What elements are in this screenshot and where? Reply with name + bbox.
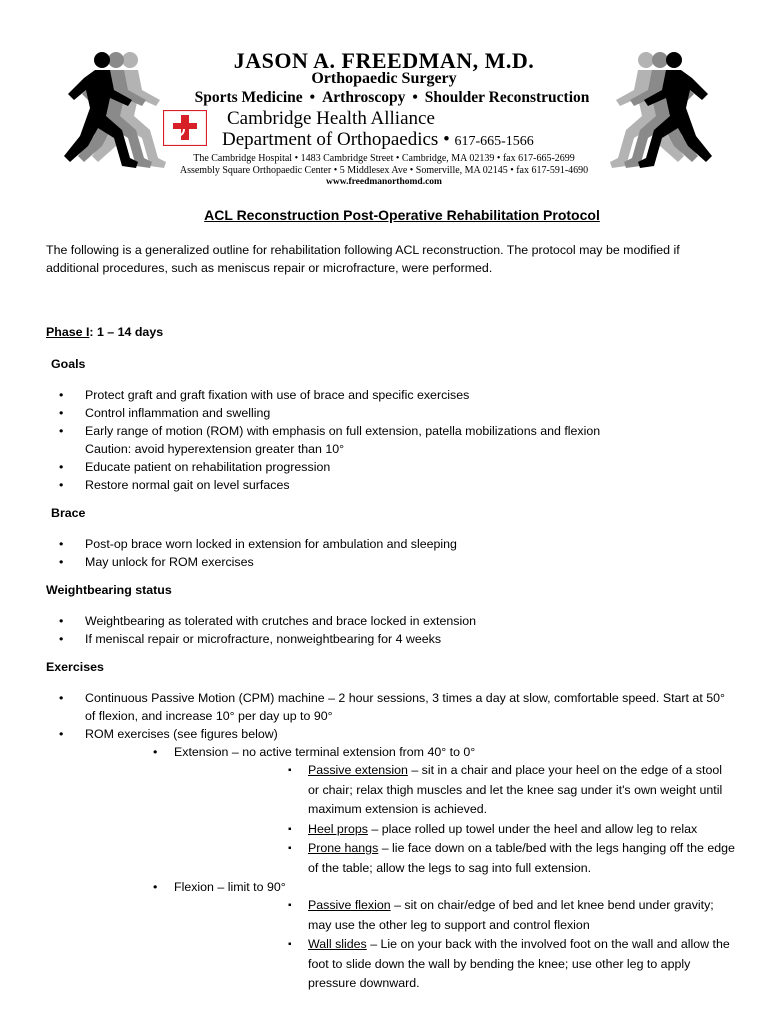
intro-paragraph: The following is a generalized outline for rehabilitation following ACL reconstruction. The protocol may be modified if additional procedures, such as meniscus repair or microfracture, were performed. [46, 243, 680, 275]
exercises-heading: Exercises [46, 660, 104, 674]
list-item [85, 878, 736, 994]
rom-sublist [85, 743, 736, 994]
goals-list [46, 386, 736, 494]
list-item: • Protect graft and graft fixation with use of brace and specific exercises [46, 386, 736, 404]
list-item: • Restore normal gait on level surfaces [46, 476, 736, 494]
list-item: • Continuous Passive Motion (CPM) machine – 2 hour sessions, 3 times a day at slow, comfortable speed. Start at 50° of flexion, and increase 10° per day up to 90° [46, 689, 736, 725]
separator: • [443, 129, 450, 150]
exercise-term: Heel props [308, 821, 368, 836]
list-item [174, 820, 736, 840]
document-body [46, 206, 736, 1004]
address-line: The Cambridge Hospital • 1483 Cambridge Street • Cambridge, MA 02139 • fax 617-665-2699 [193, 153, 575, 164]
service-item: Shoulder Reconstruction [424, 89, 590, 106]
list-item: • Early range of motion (ROM) with emphasis on full extension, patella mobilizations and flexion [46, 422, 736, 440]
goals-heading: Goals [51, 357, 86, 371]
list-item: • Weightbearing as tolerated with crutches and brace locked in extension [46, 612, 736, 630]
department-line [222, 129, 534, 151]
list-item: • Educate patient on rehabilitation progression [46, 458, 736, 476]
brace-heading: Brace [51, 506, 86, 520]
separator: • [412, 89, 418, 106]
extension-label: Extension – no active terminal extension from 40° to 0° [174, 745, 476, 759]
document-title: ACL Reconstruction Post-Operative Rehabilitation Protocol [204, 207, 600, 223]
physician-name: JASON A. FREEDMAN, M.D. [233, 48, 535, 73]
website-link[interactable]: www.freedmanorthomd.com [326, 177, 442, 187]
exercise-term: Passive flexion [308, 898, 391, 912]
exercise-text: – place rolled up towel under the heel and allow leg to relax [367, 821, 698, 836]
service-item: Arthroscopy [322, 89, 406, 106]
weightbearing-heading: Weightbearing status [46, 583, 172, 597]
list-item: • Post-op brace worn locked in extension for ambulation and sleeping [46, 535, 736, 553]
list-item [174, 839, 736, 878]
phase-range: : 1 – 14 days [89, 325, 164, 339]
exercises-list [46, 689, 736, 994]
list-item: • If meniscal repair or microfracture, nonweightbearing for 4 weeks [46, 630, 736, 648]
service-item: Sports Medicine [194, 89, 303, 106]
specialty: Orthopaedic Surgery [311, 70, 457, 87]
separator: • [309, 89, 316, 106]
list-item [85, 743, 736, 878]
letterhead [0, 0, 768, 195]
department-name: Department of Orthopaedics [222, 129, 439, 150]
list-item: • Control inflammation and swelling [46, 404, 736, 422]
address-line: Assembly Square Orthopaedic Center • 5 Middlesex Ave • Somerville, MA 02145 • fax 617-591-4690 [179, 165, 589, 176]
brace-list [46, 535, 736, 571]
hospital-name: Cambridge Health Alliance [227, 108, 435, 129]
exercise-text: – lie face down on a table/bed with the legs hanging off the edge of the table; allow the legs to sag into full extension. [308, 841, 735, 875]
list-item [174, 761, 736, 820]
exercise-text: – sit on chair/edge of bed and let knee bend under gravity; may use the other leg to support and control flexion [308, 898, 714, 932]
exercise-term: Passive extension [308, 763, 408, 777]
phase-heading [46, 323, 736, 341]
exercise-text: – Lie on your back with the involved foot on the wall and allow the foot to slide down the wall by bending the knee; use other leg to apply pressure downward. [308, 937, 730, 990]
exercise-term: Wall slides [308, 937, 367, 951]
services-line [0, 89, 768, 107]
exercise-text: – sit in a chair and place your heel on the edge of a stool or chair; relax thigh muscles and let the knee sag under it's own weight until maximum extension is achieved. [308, 763, 723, 816]
list-item [46, 725, 736, 994]
extension-sublist [174, 761, 736, 878]
weightbearing-list [46, 612, 736, 648]
hospital-cross-logo-icon [163, 110, 207, 146]
list-item [174, 896, 736, 935]
list-item [174, 935, 736, 994]
flexion-label: Flexion – limit to 90° [174, 880, 286, 894]
list-item: • May unlock for ROM exercises [46, 553, 736, 571]
flexion-sublist [174, 896, 736, 994]
exercise-term: Prone hangs [308, 841, 379, 855]
phase-label: Phase I [46, 325, 90, 339]
caution-note: Caution: avoid hyperextension greater than 10° [85, 442, 345, 456]
phone-number: 617-665-1566 [454, 134, 534, 149]
rom-label: ROM exercises (see figures below) [85, 727, 278, 741]
